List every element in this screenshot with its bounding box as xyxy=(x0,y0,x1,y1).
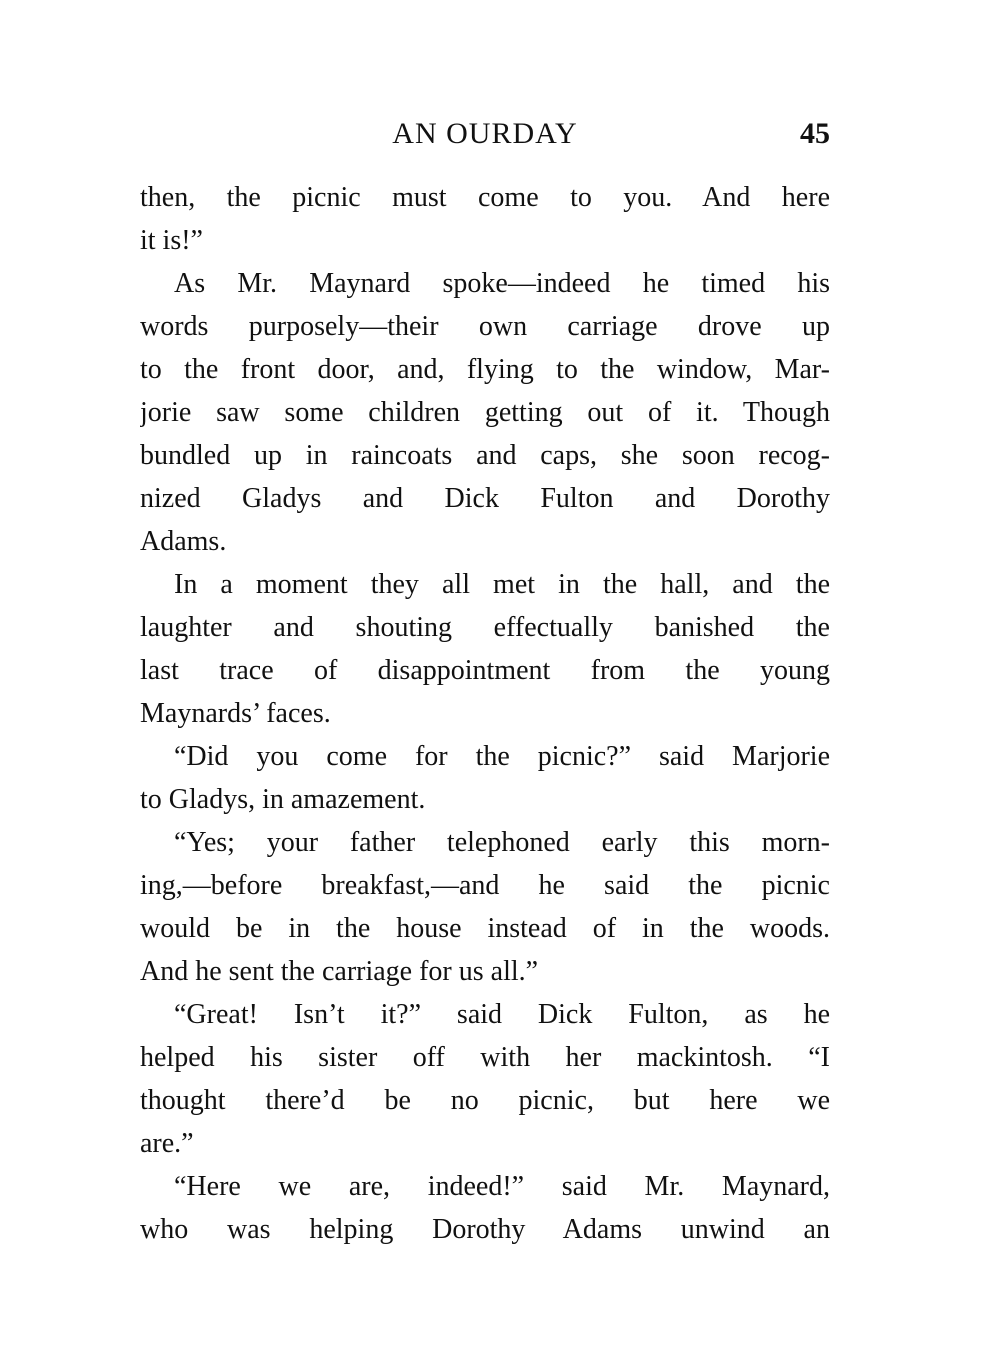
text-line: it is!” xyxy=(140,225,203,256)
text-line: Maynards’ faces. xyxy=(140,698,331,729)
text-line: As Mr. Maynard spoke—indeed he timed his xyxy=(174,268,830,299)
text-line: ing,—before breakfast,—and he said the picnic xyxy=(140,870,830,901)
text-line: And he sent the carriage for us all.” xyxy=(140,956,539,987)
text-line: Adams. xyxy=(140,526,227,557)
text-line: thought there’d be no picnic, but here we xyxy=(140,1085,830,1116)
text-line: would be in the house instead of in the woods. xyxy=(140,913,830,944)
text-line: bundled up in raincoats and caps, she soon recog- xyxy=(140,440,830,471)
text-line: nized Gladys and Dick Fulton and Dorothy xyxy=(140,483,830,514)
text-line: who was helping Dorothy Adams unwind an xyxy=(140,1214,830,1245)
text-line: then, the picnic must come to you. And here xyxy=(140,182,830,213)
text-line: “Here we are, indeed!” said Mr. Maynard, xyxy=(174,1171,830,1202)
text-line: are.” xyxy=(140,1128,194,1159)
text-line: to Gladys, in amazement. xyxy=(140,784,426,815)
text-line: In a moment they all met in the hall, and the xyxy=(174,569,830,600)
text-line: jorie saw some children getting out of it. Though xyxy=(140,397,830,428)
text-line: to the front door, and, flying to the window, Mar- xyxy=(140,354,830,385)
text-line: “Did you come for the picnic?” said Marjorie xyxy=(174,741,830,772)
text-line: words purposely—their own carriage drove up xyxy=(140,311,830,342)
page-number: 45 xyxy=(800,117,830,150)
text-line: “Yes; your father telephoned early this morn- xyxy=(174,827,830,858)
body-text xyxy=(140,176,830,1251)
text-line: laughter and shouting effectually banished the xyxy=(140,612,830,643)
text-line: helped his sister off with her mackintosh. “I xyxy=(140,1042,830,1073)
running-head xyxy=(140,112,830,156)
text-line: last trace of disappointment from the young xyxy=(140,655,830,686)
running-title: AN OURDAY xyxy=(392,117,578,150)
text-line: “Great! Isn’t it?” said Dick Fulton, as he xyxy=(174,999,830,1030)
